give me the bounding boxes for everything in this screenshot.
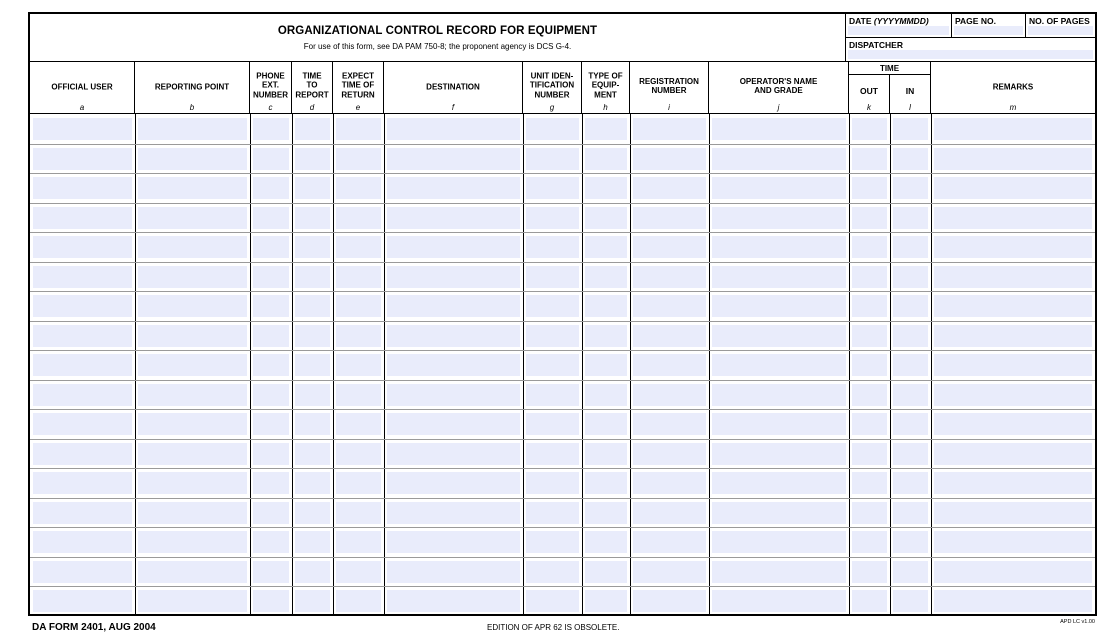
field-remarks[interactable] — [934, 472, 1092, 494]
col-head-operator: OPERATOR'S NAME AND GRADE j — [709, 62, 849, 114]
field-destination[interactable] — [387, 384, 520, 406]
field-destination[interactable] — [387, 177, 520, 199]
row-divider — [30, 321, 1095, 322]
field-reporting-point[interactable] — [138, 266, 247, 288]
field-official-user[interactable] — [33, 354, 132, 376]
field-official-user[interactable] — [33, 384, 132, 406]
col-head-remarks: REMARKS m — [931, 62, 1095, 114]
field-time-out[interactable] — [852, 177, 887, 199]
field-unit-id[interactable] — [526, 236, 579, 258]
field-destination[interactable] — [387, 590, 520, 612]
field-expect-return[interactable] — [336, 443, 381, 465]
field-expect-return[interactable] — [336, 384, 381, 406]
row-divider — [30, 498, 1095, 499]
field-time-out[interactable] — [852, 354, 887, 376]
field-expect-return[interactable] — [336, 148, 381, 170]
field-equip-type[interactable] — [585, 531, 627, 553]
field-time-to-report[interactable] — [295, 295, 330, 317]
field-phone-ext[interactable] — [253, 177, 289, 199]
field-equip-type[interactable] — [585, 590, 627, 612]
field-registration[interactable] — [633, 384, 706, 406]
field-time-out[interactable] — [852, 502, 887, 524]
field-phone-ext[interactable] — [253, 472, 289, 494]
field-time-to-report[interactable] — [295, 531, 330, 553]
field-registration[interactable] — [633, 118, 706, 140]
field-time-in[interactable] — [893, 531, 928, 553]
row-divider — [30, 350, 1095, 351]
field-destination[interactable] — [387, 266, 520, 288]
field-phone-ext[interactable] — [253, 561, 289, 583]
date-field[interactable] — [848, 26, 949, 35]
field-operator[interactable] — [712, 207, 846, 229]
field-operator[interactable] — [712, 413, 846, 435]
field-time-in[interactable] — [893, 590, 928, 612]
field-operator[interactable] — [712, 472, 846, 494]
field-operator[interactable] — [712, 177, 846, 199]
row-divider — [30, 380, 1095, 381]
field-equip-type[interactable] — [585, 502, 627, 524]
field-expect-return[interactable] — [336, 561, 381, 583]
field-time-out[interactable] — [852, 295, 887, 317]
field-time-to-report[interactable] — [295, 590, 330, 612]
field-registration[interactable] — [633, 295, 706, 317]
date-format-hint: (YYYYMMDD) — [873, 16, 929, 26]
field-time-to-report[interactable] — [295, 384, 330, 406]
field-operator[interactable] — [712, 295, 846, 317]
field-time-in[interactable] — [893, 384, 928, 406]
row-divider — [30, 557, 1095, 558]
column-divider — [709, 114, 710, 616]
column-divider — [582, 114, 583, 616]
field-remarks[interactable] — [934, 443, 1092, 465]
field-official-user[interactable] — [33, 443, 132, 465]
field-registration[interactable] — [633, 472, 706, 494]
field-expect-return[interactable] — [336, 413, 381, 435]
field-destination[interactable] — [387, 561, 520, 583]
field-equip-type[interactable] — [585, 443, 627, 465]
field-destination[interactable] — [387, 325, 520, 347]
entry-grid — [30, 114, 1095, 616]
field-equip-type[interactable] — [585, 207, 627, 229]
field-official-user[interactable] — [33, 590, 132, 612]
field-time-to-report[interactable] — [295, 443, 330, 465]
field-unit-id[interactable] — [526, 177, 579, 199]
field-remarks[interactable] — [934, 118, 1092, 140]
field-expect-return[interactable] — [336, 118, 381, 140]
field-time-out[interactable] — [852, 590, 887, 612]
field-registration[interactable] — [633, 177, 706, 199]
row-divider — [30, 468, 1095, 469]
no-of-pages-label: NO. OF PAGES — [1029, 16, 1090, 26]
field-unit-id[interactable] — [526, 207, 579, 229]
col-head-official-user: OFFICIAL USER a — [30, 62, 135, 114]
field-phone-ext[interactable] — [253, 236, 289, 258]
field-time-to-report[interactable] — [295, 118, 330, 140]
field-remarks[interactable] — [934, 561, 1092, 583]
field-operator[interactable] — [712, 384, 846, 406]
field-time-in[interactable] — [893, 266, 928, 288]
field-remarks[interactable] — [934, 590, 1092, 612]
field-operator[interactable] — [712, 590, 846, 612]
field-time-in[interactable] — [893, 207, 928, 229]
col-head-destination: DESTINATION f — [384, 62, 523, 114]
field-official-user[interactable] — [33, 118, 132, 140]
field-equip-type[interactable] — [585, 413, 627, 435]
field-reporting-point[interactable] — [138, 443, 247, 465]
date-label: DATE — [849, 16, 872, 26]
row-divider — [30, 439, 1095, 440]
field-reporting-point[interactable] — [138, 561, 247, 583]
field-remarks[interactable] — [934, 295, 1092, 317]
field-registration[interactable] — [633, 236, 706, 258]
field-reporting-point[interactable] — [138, 531, 247, 553]
column-divider — [384, 114, 385, 616]
field-expect-return[interactable] — [336, 472, 381, 494]
field-official-user[interactable] — [33, 472, 132, 494]
field-equip-type[interactable] — [585, 266, 627, 288]
field-phone-ext[interactable] — [253, 118, 289, 140]
field-official-user[interactable] — [33, 531, 132, 553]
form-frame — [28, 12, 1097, 616]
col-head-registration: REGISTRATION NUMBER i — [630, 62, 709, 114]
field-destination[interactable] — [387, 443, 520, 465]
field-registration[interactable] — [633, 502, 706, 524]
field-unit-id[interactable] — [526, 148, 579, 170]
field-time-to-report[interactable] — [295, 502, 330, 524]
col-head-unit-id: UNIT IDEN- TIFICATION NUMBER g — [523, 62, 582, 114]
field-destination[interactable] — [387, 148, 520, 170]
field-equip-type[interactable] — [585, 354, 627, 376]
field-unit-id[interactable] — [526, 590, 579, 612]
field-remarks[interactable] — [934, 502, 1092, 524]
field-time-in[interactable] — [893, 502, 928, 524]
col-head-expect-return: EXPECT TIME OF RETURN e — [333, 62, 384, 114]
field-registration[interactable] — [633, 590, 706, 612]
field-phone-ext[interactable] — [253, 413, 289, 435]
field-unit-id[interactable] — [526, 443, 579, 465]
field-operator[interactable] — [712, 325, 846, 347]
field-time-to-report[interactable] — [295, 236, 330, 258]
field-time-in[interactable] — [893, 413, 928, 435]
field-expect-return[interactable] — [336, 502, 381, 524]
page-no-field[interactable] — [954, 26, 1023, 35]
field-remarks[interactable] — [934, 354, 1092, 376]
field-expect-return[interactable] — [336, 325, 381, 347]
field-time-out[interactable] — [852, 236, 887, 258]
field-phone-ext[interactable] — [253, 266, 289, 288]
field-equip-type[interactable] — [585, 118, 627, 140]
field-destination[interactable] — [387, 118, 520, 140]
row-divider — [30, 291, 1095, 292]
form-subtitle: For use of this form, see DA PAM 750-8; the proponent agency is DCS G-4. — [303, 42, 572, 51]
field-official-user[interactable] — [33, 502, 132, 524]
field-remarks[interactable] — [934, 236, 1092, 258]
row-divider — [30, 262, 1095, 263]
field-unit-id[interactable] — [526, 561, 579, 583]
field-time-to-report[interactable] — [295, 325, 330, 347]
field-destination[interactable] — [387, 502, 520, 524]
field-destination[interactable] — [387, 207, 520, 229]
field-phone-ext[interactable] — [253, 443, 289, 465]
field-unit-id[interactable] — [526, 354, 579, 376]
field-phone-ext[interactable] — [253, 384, 289, 406]
field-equip-type[interactable] — [585, 177, 627, 199]
field-operator[interactable] — [712, 502, 846, 524]
field-reporting-point[interactable] — [138, 148, 247, 170]
field-unit-id[interactable] — [526, 266, 579, 288]
field-registration[interactable] — [633, 413, 706, 435]
field-expect-return[interactable] — [336, 236, 381, 258]
dispatcher-field[interactable] — [848, 50, 1093, 59]
field-reporting-point[interactable] — [138, 590, 247, 612]
row-divider — [30, 173, 1095, 174]
col-head-reporting-point: REPORTING POINT b — [135, 62, 250, 114]
field-destination[interactable] — [387, 531, 520, 553]
field-unit-id[interactable] — [526, 325, 579, 347]
field-official-user[interactable] — [33, 207, 132, 229]
field-official-user[interactable] — [33, 148, 132, 170]
field-operator[interactable] — [712, 236, 846, 258]
field-time-out[interactable] — [852, 413, 887, 435]
field-phone-ext[interactable] — [253, 502, 289, 524]
field-time-to-report[interactable] — [295, 413, 330, 435]
field-phone-ext[interactable] — [253, 325, 289, 347]
field-destination[interactable] — [387, 472, 520, 494]
field-equip-type[interactable] — [585, 384, 627, 406]
field-time-out[interactable] — [852, 207, 887, 229]
field-official-user[interactable] — [33, 325, 132, 347]
field-time-to-report[interactable] — [295, 354, 330, 376]
edition-note: EDITION OF APR 62 IS OBSOLETE. — [487, 623, 620, 632]
field-expect-return[interactable] — [336, 531, 381, 553]
field-reporting-point[interactable] — [138, 502, 247, 524]
field-remarks[interactable] — [934, 531, 1092, 553]
field-operator[interactable] — [712, 148, 846, 170]
field-registration[interactable] — [633, 354, 706, 376]
field-equip-type[interactable] — [585, 561, 627, 583]
field-time-out[interactable] — [852, 561, 887, 583]
field-time-to-report[interactable] — [295, 561, 330, 583]
field-time-in[interactable] — [893, 236, 928, 258]
field-equip-type[interactable] — [585, 325, 627, 347]
field-remarks[interactable] — [934, 148, 1092, 170]
col-head-time-in: IN l — [890, 75, 931, 114]
field-expect-return[interactable] — [336, 177, 381, 199]
field-unit-id[interactable] — [526, 502, 579, 524]
field-phone-ext[interactable] — [253, 148, 289, 170]
field-time-in[interactable] — [893, 472, 928, 494]
field-registration[interactable] — [633, 561, 706, 583]
field-official-user[interactable] — [33, 413, 132, 435]
field-unit-id[interactable] — [526, 413, 579, 435]
field-time-in[interactable] — [893, 354, 928, 376]
row-divider — [30, 409, 1095, 410]
no-of-pages-field[interactable] — [1028, 26, 1093, 35]
row-divider — [30, 586, 1095, 587]
field-time-out[interactable] — [852, 325, 887, 347]
field-time-out[interactable] — [852, 148, 887, 170]
field-time-in[interactable] — [893, 443, 928, 465]
dispatcher-label: DISPATCHER — [849, 40, 903, 50]
row-divider — [30, 144, 1095, 145]
field-time-in[interactable] — [893, 325, 928, 347]
field-time-to-report[interactable] — [295, 148, 330, 170]
field-reporting-point[interactable] — [138, 472, 247, 494]
field-reporting-point[interactable] — [138, 118, 247, 140]
form-identifier: DA FORM 2401, AUG 2004 — [32, 622, 156, 633]
field-equip-type[interactable] — [585, 236, 627, 258]
field-time-in[interactable] — [893, 118, 928, 140]
field-time-in[interactable] — [893, 177, 928, 199]
field-unit-id[interactable] — [526, 118, 579, 140]
field-time-in[interactable] — [893, 561, 928, 583]
page-no-box — [952, 14, 1026, 38]
page-no-label: PAGE NO. — [955, 16, 996, 26]
date-box — [846, 14, 952, 38]
field-unit-id[interactable] — [526, 384, 579, 406]
field-time-to-report[interactable] — [295, 472, 330, 494]
field-phone-ext[interactable] — [253, 590, 289, 612]
field-expect-return[interactable] — [336, 354, 381, 376]
dispatcher-box — [846, 38, 1095, 62]
column-divider — [523, 114, 524, 616]
field-operator[interactable] — [712, 531, 846, 553]
field-time-out[interactable] — [852, 443, 887, 465]
field-phone-ext[interactable] — [253, 531, 289, 553]
field-expect-return[interactable] — [336, 295, 381, 317]
field-phone-ext[interactable] — [253, 207, 289, 229]
field-reporting-point[interactable] — [138, 354, 247, 376]
field-expect-return[interactable] — [336, 590, 381, 612]
col-head-phone-ext: PHONE EXT. NUMBER c — [250, 62, 292, 114]
field-operator[interactable] — [712, 266, 846, 288]
field-reporting-point[interactable] — [138, 295, 247, 317]
row-divider — [30, 527, 1095, 528]
field-registration[interactable] — [633, 531, 706, 553]
field-official-user[interactable] — [33, 177, 132, 199]
field-time-out[interactable] — [852, 472, 887, 494]
column-divider — [630, 114, 631, 616]
column-divider — [849, 114, 850, 616]
field-remarks[interactable] — [934, 384, 1092, 406]
field-unit-id[interactable] — [526, 531, 579, 553]
field-time-to-report[interactable] — [295, 266, 330, 288]
field-reporting-point[interactable] — [138, 236, 247, 258]
field-operator[interactable] — [712, 118, 846, 140]
field-expect-return[interactable] — [336, 266, 381, 288]
column-divider — [333, 114, 334, 616]
col-head-equip-type: TYPE OF EQUIP- MENT h — [582, 62, 630, 114]
field-time-to-report[interactable] — [295, 177, 330, 199]
field-time-out[interactable] — [852, 384, 887, 406]
field-destination[interactable] — [387, 236, 520, 258]
field-registration[interactable] — [633, 148, 706, 170]
version-tag: APD LC v1.00 — [1060, 619, 1095, 625]
field-official-user[interactable] — [33, 266, 132, 288]
field-official-user[interactable] — [33, 561, 132, 583]
time-group-header: TIME — [849, 62, 931, 75]
col-head-time-out: OUT k — [849, 75, 890, 114]
field-reporting-point[interactable] — [138, 384, 247, 406]
field-destination[interactable] — [387, 295, 520, 317]
field-time-out[interactable] — [852, 266, 887, 288]
field-remarks[interactable] — [934, 266, 1092, 288]
title-block — [30, 14, 846, 62]
field-unit-id[interactable] — [526, 472, 579, 494]
column-divider — [931, 114, 932, 616]
field-time-in[interactable] — [893, 295, 928, 317]
field-expect-return[interactable] — [336, 207, 381, 229]
form-title: ORGANIZATIONAL CONTROL RECORD FOR EQUIPMENT — [277, 25, 598, 37]
field-equip-type[interactable] — [585, 295, 627, 317]
field-time-to-report[interactable] — [295, 207, 330, 229]
field-time-in[interactable] — [893, 148, 928, 170]
field-registration[interactable] — [633, 207, 706, 229]
field-reporting-point[interactable] — [138, 177, 247, 199]
field-remarks[interactable] — [934, 207, 1092, 229]
field-reporting-point[interactable] — [138, 325, 247, 347]
field-operator[interactable] — [712, 561, 846, 583]
field-operator[interactable] — [712, 443, 846, 465]
field-unit-id[interactable] — [526, 295, 579, 317]
field-time-out[interactable] — [852, 531, 887, 553]
column-divider — [135, 114, 136, 616]
field-phone-ext[interactable] — [253, 295, 289, 317]
field-destination[interactable] — [387, 354, 520, 376]
field-registration[interactable] — [633, 443, 706, 465]
field-remarks[interactable] — [934, 325, 1092, 347]
col-head-time-to-report: TIME TO REPORT d — [292, 62, 333, 114]
field-equip-type[interactable] — [585, 472, 627, 494]
field-time-out[interactable] — [852, 118, 887, 140]
field-phone-ext[interactable] — [253, 354, 289, 376]
column-divider — [292, 114, 293, 616]
field-operator[interactable] — [712, 354, 846, 376]
column-divider — [250, 114, 251, 616]
field-remarks[interactable] — [934, 413, 1092, 435]
field-reporting-point[interactable] — [138, 207, 247, 229]
field-equip-type[interactable] — [585, 148, 627, 170]
field-registration[interactable] — [633, 266, 706, 288]
field-registration[interactable] — [633, 325, 706, 347]
row-divider — [30, 203, 1095, 204]
row-divider — [30, 232, 1095, 233]
field-destination[interactable] — [387, 413, 520, 435]
field-remarks[interactable] — [934, 177, 1092, 199]
no-of-pages-box — [1026, 14, 1095, 38]
field-official-user[interactable] — [33, 295, 132, 317]
field-official-user[interactable] — [33, 236, 132, 258]
field-reporting-point[interactable] — [138, 413, 247, 435]
column-divider — [890, 114, 891, 616]
